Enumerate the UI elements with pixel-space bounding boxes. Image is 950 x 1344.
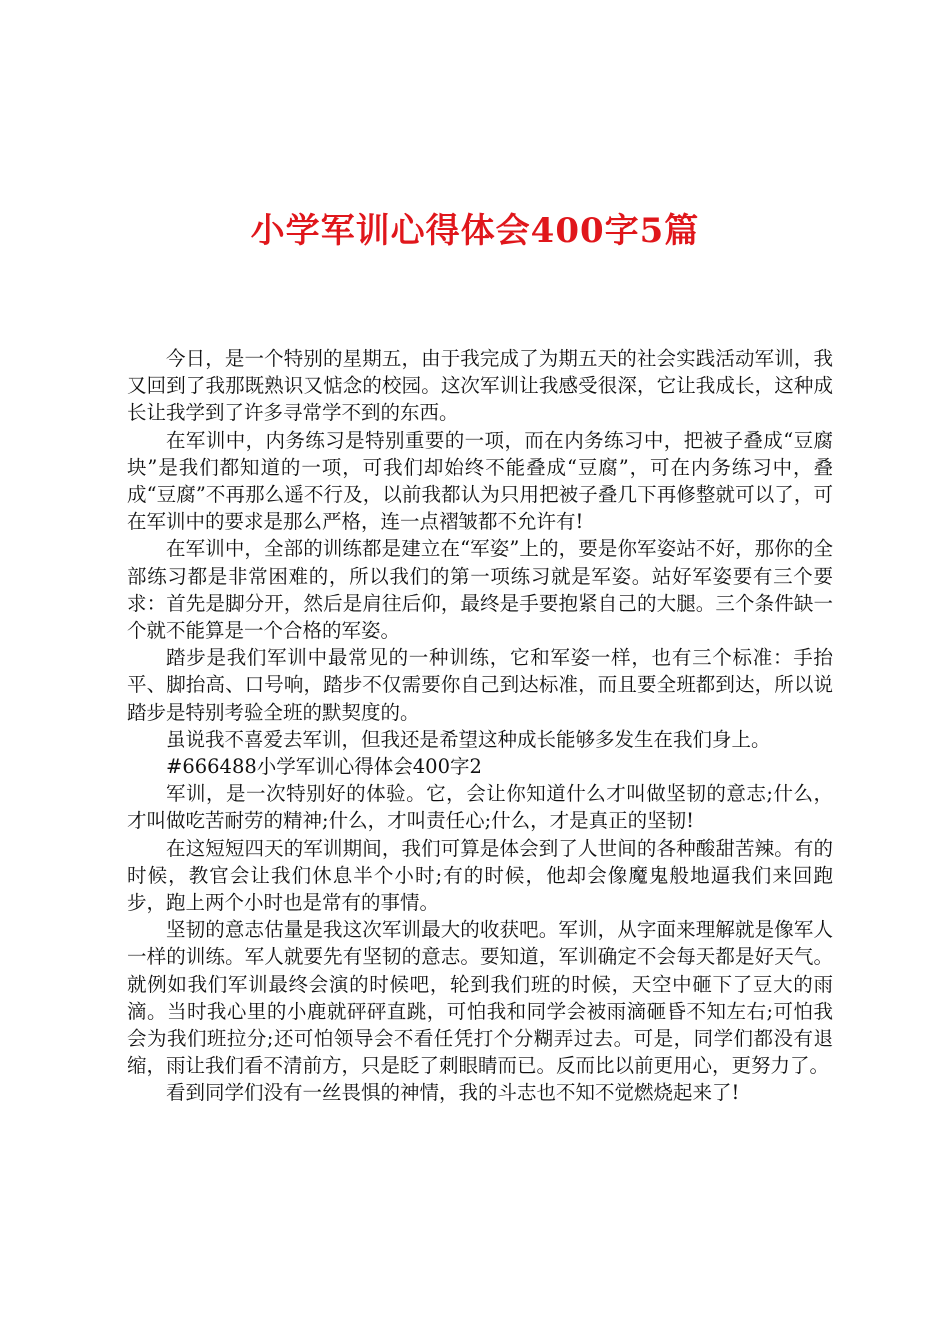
paragraph: 踏步是我们军训中最常见的一种训练，它和军姿一样，也有三个标准：手抬平、脚抬高、口号响，踏步不仅需要你自己到达标准，而且要全班都到达，所以说踏步是特别考验全班的默契度的。 [127, 646, 833, 724]
document-title: 小学军训心得体会400字5篇 [250, 211, 700, 251]
paragraph: 在军训中，全部的训练都是建立在“军姿”上的，要是你军姿站不好，那你的全部练习都是非常困难的，所以我们的第一项练习就是军姿。站好军姿要有三个要求：首先是脚分开，然后是肩往后仰，最终是手要抱紧自己的大腿。三个条件缺一个就不能算是一个合格的军姿。 [127, 537, 833, 643]
paragraph: 在军训中，内务练习是特别重要的一项，而在内务练习中，把被子叠成“豆腐块”是我们都知道的一项，可我们却始终不能叠成“豆腐”，可在内务练习中，叠成“豆腐”不再那么遥不行及，以前我都认为只用把被子叠几下再修整就可以了，可在军训中的要求是那么严格，连一点褶皱都不允许有! [127, 428, 833, 534]
section-heading: #666488小学军训心得体会400字2 [166, 755, 482, 779]
document-body [127, 345, 833, 1107]
paragraph: 军训，是一次特别好的体验。它，会让你知道什么才叫做坚韧的意志;什么，才叫做吃苦耐劳的精神;什么，才叫责任心;什么，才是真正的坚韧! [127, 782, 833, 833]
paragraph: 坚韧的意志估量是我这次军训最大的收获吧。军训，从字面来理解就是像军人一样的训练。军人就要先有坚韧的意志。要知道，军训确定不会每天都是好天气。就例如我们军训最终会演的时候吧，轮到我们班的时候，天空中砸下了豆大的雨滴。当时我心里的小鹿就砰砰直跳，可怕我和同学会被雨滴砸昏不知左右;可怕我会为我们班拉分;还可怕领导会不看任凭打个分糊弄过去。可是，同学们都没有退缩，雨让我们看不清前方，只是眨了刺眼睛而已。反而比以前更用心，更努力了。 [127, 918, 833, 1078]
paragraph: 在这短短四天的军训期间，我们可算是体会到了人世间的各种酸甜苦辣。有的时候，教官会让我们休息半个小时;有的时候，他却会像魔鬼般地逼我们来回跑步，跑上两个小时也是常有的事情。 [127, 836, 833, 915]
paragraph: 虽说我不喜爱去军训，但我还是希望这种成长能够多发生在我们身上。 [166, 727, 771, 751]
paragraph: 今日，是一个特别的星期五，由于我完成了为期五天的社会实践活动军训，我又回到了我那既熟识又惦念的校园。这次军训让我感受很深，它让我成长，这种成长让我学到了许多寻常学不到的东西。 [127, 347, 833, 425]
paragraph: 看到同学们没有一丝畏惧的神情，我的斗志也不知不觉燃烧起来了! [166, 1081, 740, 1105]
